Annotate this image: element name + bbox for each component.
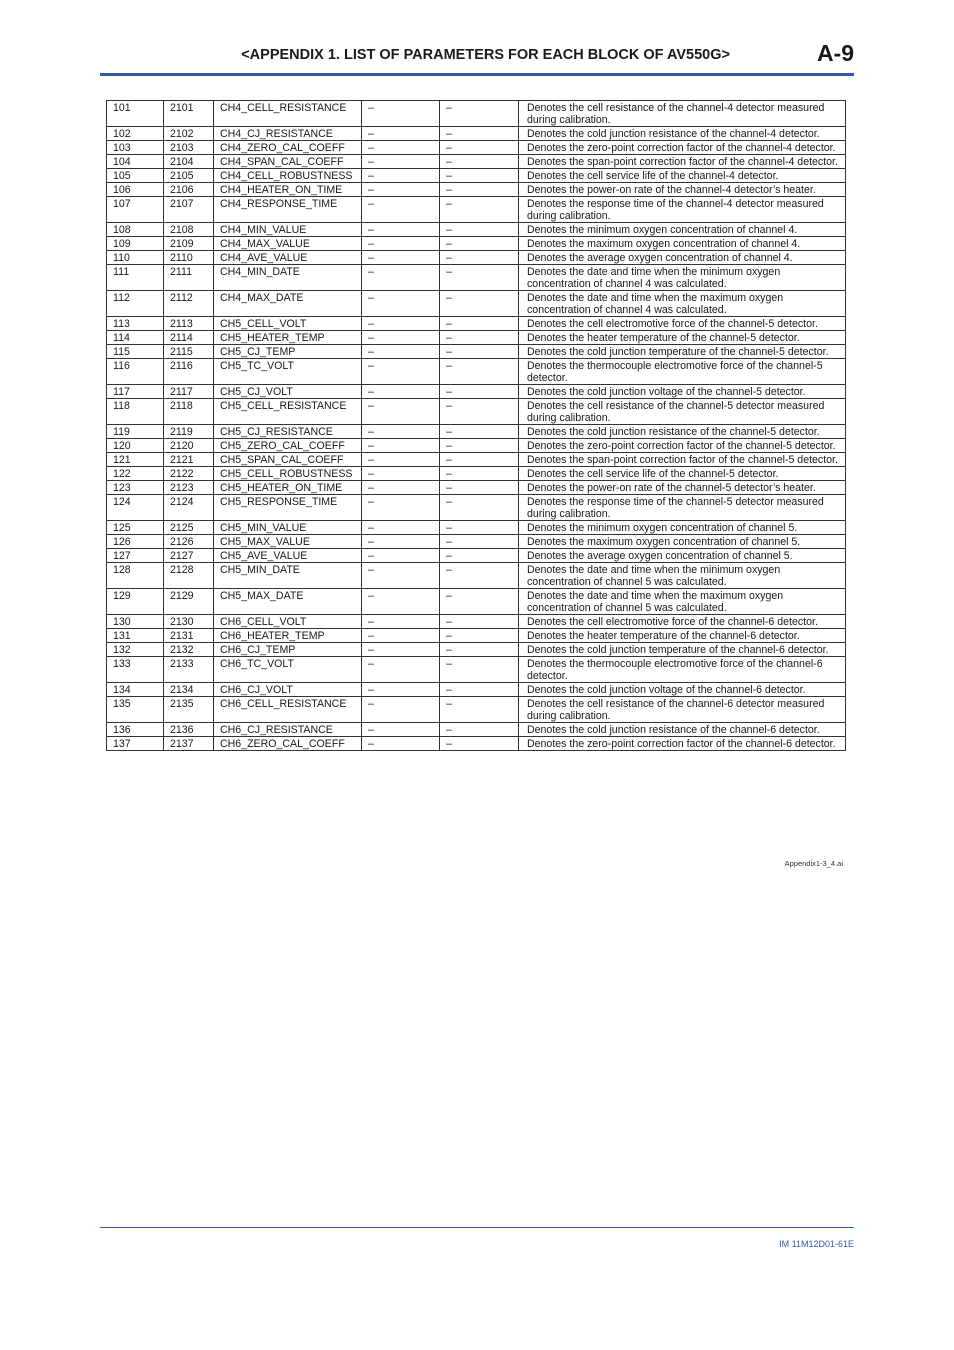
index-cell: 125 (107, 521, 164, 535)
col4-cell: – (362, 359, 440, 385)
col4-cell: – (362, 521, 440, 535)
parameter-name-cell: CH4_MIN_VALUE (214, 223, 362, 237)
col4-cell: – (362, 563, 440, 589)
relative-index-cell: 2107 (164, 197, 214, 223)
index-cell: 109 (107, 237, 164, 251)
relative-index-cell: 2112 (164, 291, 214, 317)
description-cell: Denotes the span-point correction factor of the channel-5 detector. (519, 453, 846, 467)
col5-cell: – (440, 439, 519, 453)
parameter-table (106, 100, 846, 751)
col4-cell: – (362, 317, 440, 331)
col5-cell: – (440, 169, 519, 183)
col5-cell: – (440, 197, 519, 223)
parameter-name-cell: CH6_HEATER_TEMP (214, 629, 362, 643)
col5-cell: – (440, 237, 519, 251)
header-title: <APPENDIX 1. LIST OF PARAMETERS FOR EACH BLOCK OF AV550G> (241, 47, 730, 63)
col5-cell: – (440, 399, 519, 425)
index-cell: 122 (107, 467, 164, 481)
description-cell: Denotes the power-on rate of the channel-4 detector’s heater. (519, 183, 846, 197)
col4-cell: – (362, 331, 440, 345)
col4-cell: – (362, 467, 440, 481)
index-cell: 110 (107, 251, 164, 265)
col4-cell: – (362, 385, 440, 399)
table-row (107, 155, 846, 169)
figure-reference: Appendix1-3_4.ai (784, 859, 843, 868)
parameter-name-cell: CH4_MIN_DATE (214, 265, 362, 291)
description-cell: Denotes the response time of the channel-4 detector measured during calibration. (519, 197, 846, 223)
col5-cell: – (440, 183, 519, 197)
parameter-name-cell: CH6_CELL_VOLT (214, 615, 362, 629)
relative-index-cell: 2102 (164, 127, 214, 141)
description-cell: Denotes the maximum oxygen concentration of channel 4. (519, 237, 846, 251)
table-row (107, 331, 846, 345)
col4-cell: – (362, 453, 440, 467)
relative-index-cell: 2133 (164, 657, 214, 683)
parameter-name-cell: CH6_TC_VOLT (214, 657, 362, 683)
relative-index-cell: 2117 (164, 385, 214, 399)
col5-cell: – (440, 291, 519, 317)
parameter-name-cell: CH4_MAX_VALUE (214, 237, 362, 251)
index-cell: 134 (107, 683, 164, 697)
col4-cell: – (362, 481, 440, 495)
relative-index-cell: 2137 (164, 737, 214, 751)
col5-cell: – (440, 629, 519, 643)
relative-index-cell: 2118 (164, 399, 214, 425)
index-cell: 108 (107, 223, 164, 237)
index-cell: 121 (107, 453, 164, 467)
relative-index-cell: 2110 (164, 251, 214, 265)
relative-index-cell: 2113 (164, 317, 214, 331)
col4-cell: – (362, 197, 440, 223)
index-cell: 132 (107, 643, 164, 657)
table-row (107, 291, 846, 317)
parameter-name-cell: CH5_CELL_VOLT (214, 317, 362, 331)
index-cell: 123 (107, 481, 164, 495)
relative-index-cell: 2104 (164, 155, 214, 169)
col4-cell: – (362, 535, 440, 549)
header-rule (100, 73, 854, 76)
col4-cell: – (362, 737, 440, 751)
parameter-name-cell: CH6_CJ_VOLT (214, 683, 362, 697)
parameter-name-cell: CH4_CELL_RESISTANCE (214, 101, 362, 127)
description-cell: Denotes the span-point correction factor of the channel-4 detector. (519, 155, 846, 169)
table-row (107, 237, 846, 251)
index-cell: 112 (107, 291, 164, 317)
page-number: A-9 (816, 40, 854, 66)
description-cell: Denotes the date and time when the maximum oxygen concentration of channel 4 was calculated. (519, 291, 846, 317)
parameter-name-cell: CH5_CELL_ROBUSTNESS (214, 467, 362, 481)
parameter-name-cell: CH6_CELL_RESISTANCE (214, 697, 362, 723)
description-cell: Denotes the thermocouple electromotive force of the channel-5 detector. (519, 359, 846, 385)
description-cell: Denotes the cell electromotive force of the channel-6 detector. (519, 615, 846, 629)
relative-index-cell: 2103 (164, 141, 214, 155)
col5-cell: – (440, 359, 519, 385)
relative-index-cell: 2122 (164, 467, 214, 481)
col4-cell: – (362, 549, 440, 563)
description-cell: Denotes the cell resistance of the channel-5 detector measured during calibration. (519, 399, 846, 425)
parameter-name-cell: CH4_ZERO_CAL_COEFF (214, 141, 362, 155)
relative-index-cell: 2115 (164, 345, 214, 359)
table-row (107, 345, 846, 359)
relative-index-cell: 2119 (164, 425, 214, 439)
relative-index-cell: 2108 (164, 223, 214, 237)
col4-cell: – (362, 169, 440, 183)
col5-cell: – (440, 223, 519, 237)
parameter-name-cell: CH5_AVE_VALUE (214, 549, 362, 563)
col5-cell: – (440, 737, 519, 751)
description-cell: Denotes the response time of the channel-5 detector measured during calibration. (519, 495, 846, 521)
table-row (107, 453, 846, 467)
col5-cell: – (440, 697, 519, 723)
relative-index-cell: 2106 (164, 183, 214, 197)
col5-cell: – (440, 481, 519, 495)
index-cell: 137 (107, 737, 164, 751)
col5-cell: – (440, 453, 519, 467)
col5-cell: – (440, 589, 519, 615)
col4-cell: – (362, 101, 440, 127)
parameter-name-cell: CH5_ZERO_CAL_COEFF (214, 439, 362, 453)
relative-index-cell: 2131 (164, 629, 214, 643)
table-row (107, 439, 846, 453)
table-row (107, 359, 846, 385)
index-cell: 111 (107, 265, 164, 291)
relative-index-cell: 2127 (164, 549, 214, 563)
col5-cell: – (440, 535, 519, 549)
parameter-name-cell: CH4_MAX_DATE (214, 291, 362, 317)
description-cell: Denotes the heater temperature of the channel-5 detector. (519, 331, 846, 345)
index-cell: 106 (107, 183, 164, 197)
parameter-name-cell: CH6_CJ_TEMP (214, 643, 362, 657)
table-row (107, 549, 846, 563)
col5-cell: – (440, 127, 519, 141)
col5-cell: – (440, 425, 519, 439)
col4-cell: – (362, 425, 440, 439)
description-cell: Denotes the cell resistance of the channel-4 detector measured during calibration. (519, 101, 846, 127)
table-row (107, 657, 846, 683)
parameter-name-cell: CH5_MAX_DATE (214, 589, 362, 615)
relative-index-cell: 2126 (164, 535, 214, 549)
parameter-name-cell: CH5_CJ_VOLT (214, 385, 362, 399)
description-cell: Denotes the zero-point correction factor of the channel-5 detector. (519, 439, 846, 453)
table-row (107, 697, 846, 723)
parameter-name-cell: CH5_MIN_VALUE (214, 521, 362, 535)
table-row (107, 223, 846, 237)
footer-rule (100, 1227, 854, 1228)
col4-cell: – (362, 589, 440, 615)
description-cell: Denotes the cell electromotive force of the channel-5 detector. (519, 317, 846, 331)
index-cell: 102 (107, 127, 164, 141)
description-cell: Denotes the minimum oxygen concentration of channel 5. (519, 521, 846, 535)
col4-cell: – (362, 643, 440, 657)
table-row (107, 563, 846, 589)
table-row (107, 101, 846, 127)
relative-index-cell: 2129 (164, 589, 214, 615)
col5-cell: – (440, 101, 519, 127)
description-cell: Denotes the cold junction voltage of the channel-6 detector. (519, 683, 846, 697)
relative-index-cell: 2124 (164, 495, 214, 521)
parameter-name-cell: CH6_CJ_RESISTANCE (214, 723, 362, 737)
col5-cell: – (440, 643, 519, 657)
col5-cell: – (440, 615, 519, 629)
col4-cell: – (362, 657, 440, 683)
parameter-name-cell: CH4_CELL_ROBUSTNESS (214, 169, 362, 183)
col4-cell: – (362, 439, 440, 453)
index-cell: 127 (107, 549, 164, 563)
col4-cell: – (362, 127, 440, 141)
table-row (107, 317, 846, 331)
col5-cell: – (440, 495, 519, 521)
index-cell: 129 (107, 589, 164, 615)
index-cell: 130 (107, 615, 164, 629)
description-cell: Denotes the cell service life of the channel-5 detector. (519, 467, 846, 481)
description-cell: Denotes the cold junction resistance of the channel-5 detector. (519, 425, 846, 439)
index-cell: 105 (107, 169, 164, 183)
col4-cell: – (362, 697, 440, 723)
relative-index-cell: 2120 (164, 439, 214, 453)
description-cell: Denotes the date and time when the minimum oxygen concentration of channel 4 was calculated. (519, 265, 846, 291)
description-cell: Denotes the cold junction resistance of the channel-6 detector. (519, 723, 846, 737)
col4-cell: – (362, 237, 440, 251)
index-cell: 101 (107, 101, 164, 127)
description-cell: Denotes the minimum oxygen concentration of channel 4. (519, 223, 846, 237)
description-cell: Denotes the cold junction temperature of the channel-5 detector. (519, 345, 846, 359)
relative-index-cell: 2130 (164, 615, 214, 629)
description-cell: Denotes the zero-point correction factor of the channel-4 detector. (519, 141, 846, 155)
table-row (107, 589, 846, 615)
col5-cell: – (440, 521, 519, 535)
description-cell: Denotes the heater temperature of the channel-6 detector. (519, 629, 846, 643)
index-cell: 113 (107, 317, 164, 331)
document-id: IM 11M12D01-61E (779, 1239, 854, 1249)
table-row (107, 425, 846, 439)
table-row (107, 535, 846, 549)
relative-index-cell: 2105 (164, 169, 214, 183)
relative-index-cell: 2121 (164, 453, 214, 467)
relative-index-cell: 2114 (164, 331, 214, 345)
parameter-name-cell: CH4_HEATER_ON_TIME (214, 183, 362, 197)
table-row (107, 197, 846, 223)
description-cell: Denotes the thermocouple electromotive force of the channel-6 detector. (519, 657, 846, 683)
col4-cell: – (362, 615, 440, 629)
parameter-name-cell: CH5_MAX_VALUE (214, 535, 362, 549)
description-cell: Denotes the date and time when the minimum oxygen concentration of channel 5 was calculated. (519, 563, 846, 589)
col5-cell: – (440, 385, 519, 399)
table-row (107, 615, 846, 629)
col4-cell: – (362, 683, 440, 697)
col4-cell: – (362, 345, 440, 359)
table-row (107, 183, 846, 197)
col5-cell: – (440, 563, 519, 589)
table-row (107, 481, 846, 495)
parameter-name-cell: CH6_ZERO_CAL_COEFF (214, 737, 362, 751)
col5-cell: – (440, 657, 519, 683)
index-cell: 120 (107, 439, 164, 453)
relative-index-cell: 2136 (164, 723, 214, 737)
relative-index-cell: 2116 (164, 359, 214, 385)
parameter-name-cell: CH5_SPAN_CAL_COEFF (214, 453, 362, 467)
parameter-name-cell: CH4_AVE_VALUE (214, 251, 362, 265)
description-cell: Denotes the cold junction temperature of the channel-6 detector. (519, 643, 846, 657)
description-cell: Denotes the date and time when the maximum oxygen concentration of channel 5 was calculated. (519, 589, 846, 615)
parameter-name-cell: CH5_CELL_RESISTANCE (214, 399, 362, 425)
table-row (107, 629, 846, 643)
index-cell: 135 (107, 697, 164, 723)
col4-cell: – (362, 223, 440, 237)
description-cell: Denotes the average oxygen concentration of channel 5. (519, 549, 846, 563)
relative-index-cell: 2109 (164, 237, 214, 251)
col4-cell: – (362, 155, 440, 169)
index-cell: 107 (107, 197, 164, 223)
description-cell: Denotes the cell resistance of the channel-6 detector measured during calibration. (519, 697, 846, 723)
parameter-name-cell: CH4_CJ_RESISTANCE (214, 127, 362, 141)
index-cell: 118 (107, 399, 164, 425)
table-row (107, 521, 846, 535)
description-cell: Denotes the cell service life of the channel-4 detector. (519, 169, 846, 183)
description-cell: Denotes the cold junction voltage of the channel-5 detector. (519, 385, 846, 399)
index-cell: 136 (107, 723, 164, 737)
parameter-name-cell: CH5_HEATER_ON_TIME (214, 481, 362, 495)
parameter-name-cell: CH4_RESPONSE_TIME (214, 197, 362, 223)
table-row (107, 723, 846, 737)
table-row (107, 141, 846, 155)
index-cell: 104 (107, 155, 164, 169)
col5-cell: – (440, 317, 519, 331)
parameter-name-cell: CH5_MIN_DATE (214, 563, 362, 589)
col4-cell: – (362, 291, 440, 317)
parameter-name-cell: CH4_SPAN_CAL_COEFF (214, 155, 362, 169)
relative-index-cell: 2123 (164, 481, 214, 495)
col4-cell: – (362, 495, 440, 521)
col5-cell: – (440, 251, 519, 265)
index-cell: 124 (107, 495, 164, 521)
relative-index-cell: 2135 (164, 697, 214, 723)
col4-cell: – (362, 723, 440, 737)
col5-cell: – (440, 345, 519, 359)
relative-index-cell: 2125 (164, 521, 214, 535)
col5-cell: – (440, 155, 519, 169)
index-cell: 133 (107, 657, 164, 683)
relative-index-cell: 2132 (164, 643, 214, 657)
col4-cell: – (362, 251, 440, 265)
description-cell: Denotes the zero-point correction factor of the channel-6 detector. (519, 737, 846, 751)
description-cell: Denotes the power-on rate of the channel-5 detector’s heater. (519, 481, 846, 495)
table-row (107, 643, 846, 657)
col4-cell: – (362, 141, 440, 155)
parameter-name-cell: CH5_HEATER_TEMP (214, 331, 362, 345)
col4-cell: – (362, 183, 440, 197)
table-row (107, 385, 846, 399)
index-cell: 128 (107, 563, 164, 589)
col5-cell: – (440, 331, 519, 345)
table-row (107, 399, 846, 425)
table-row (107, 251, 846, 265)
table-row (107, 265, 846, 291)
index-cell: 115 (107, 345, 164, 359)
index-cell: 103 (107, 141, 164, 155)
relative-index-cell: 2101 (164, 101, 214, 127)
description-cell: Denotes the cold junction resistance of the channel-4 detector. (519, 127, 846, 141)
table-row (107, 127, 846, 141)
index-cell: 119 (107, 425, 164, 439)
col4-cell: – (362, 629, 440, 643)
table-row (107, 169, 846, 183)
parameter-name-cell: CH5_TC_VOLT (214, 359, 362, 385)
table-row (107, 467, 846, 481)
col5-cell: – (440, 467, 519, 481)
col4-cell: – (362, 399, 440, 425)
relative-index-cell: 2128 (164, 563, 214, 589)
index-cell: 131 (107, 629, 164, 643)
col5-cell: – (440, 265, 519, 291)
parameter-name-cell: CH5_CJ_RESISTANCE (214, 425, 362, 439)
col5-cell: – (440, 549, 519, 563)
index-cell: 114 (107, 331, 164, 345)
index-cell: 117 (107, 385, 164, 399)
col5-cell: – (440, 141, 519, 155)
table-row (107, 495, 846, 521)
col4-cell: – (362, 265, 440, 291)
col5-cell: – (440, 723, 519, 737)
table-row (107, 683, 846, 697)
index-cell: 126 (107, 535, 164, 549)
description-cell: Denotes the average oxygen concentration of channel 4. (519, 251, 846, 265)
description-cell: Denotes the maximum oxygen concentration of channel 5. (519, 535, 846, 549)
relative-index-cell: 2134 (164, 683, 214, 697)
index-cell: 116 (107, 359, 164, 385)
parameter-name-cell: CH5_CJ_TEMP (214, 345, 362, 359)
relative-index-cell: 2111 (164, 265, 214, 291)
table-row (107, 737, 846, 751)
parameter-name-cell: CH5_RESPONSE_TIME (214, 495, 362, 521)
col5-cell: – (440, 683, 519, 697)
parameter-table-body (107, 101, 846, 751)
